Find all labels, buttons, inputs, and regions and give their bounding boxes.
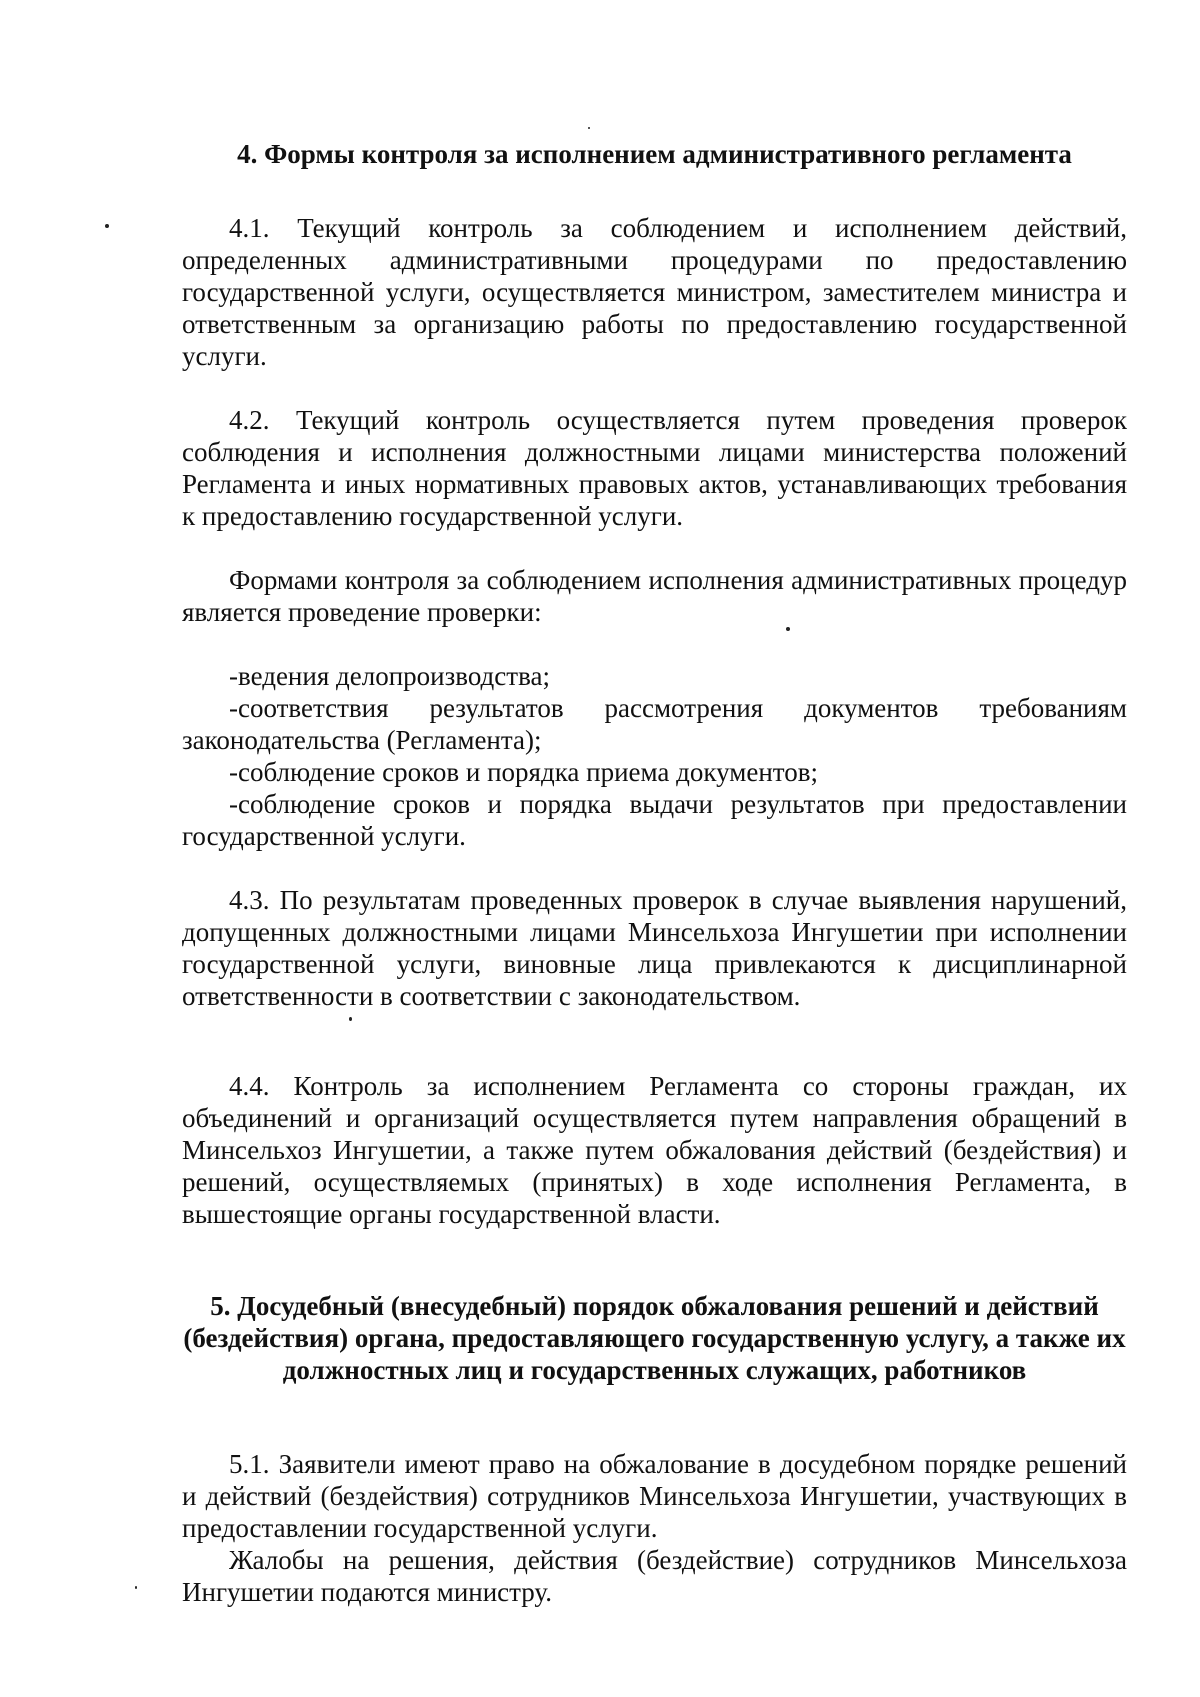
list-item: -соблюдение сроков и порядка выдачи результатов при предоставлении государственной услуги. (182, 789, 1127, 851)
scan-speck (349, 1017, 352, 1021)
list-item: -соблюдение сроков и порядка приема документов; (229, 757, 818, 787)
paragraph-5-1: 5.1. Заявители имеют право на обжалование в досудебном порядке решений и действий (бездействия) сотрудников Минсельхоза Ингушетии, участвующих в предоставлении государственной услуги. (182, 1449, 1127, 1543)
paragraph-4-1: 4.1. Текущий контроль за соблюдением и исполнением действий, определенных административными процедурами по предоставлению государственной услуги, осуществляется министром, заместителем министра и ответственным за организацию работы по предоставлению государственной услуги. (182, 213, 1127, 371)
list-item: -ведения делопроизводства; (229, 661, 550, 691)
paragraph-4-3: 4.3. По результатам проведенных проверок в случае выявления нарушений, допущенных должностными лицами Минсельхоза Ингушетии при исполнении государственной услуги, виновные лица привлекаются к дисциплинарной ответственности в соответствии с законодательством. (182, 885, 1127, 1011)
document-body (182, 138, 1127, 1608)
section-4-heading: 4. Формы контроля за исполнением административного регламента (237, 139, 1072, 169)
paragraph-control-forms: Формами контроля за соблюдением исполнения административных процедур является проведение проверки: (182, 565, 1127, 627)
paragraph-4-2: 4.2. Текущий контроль осуществляется путем проведения проверок соблюдения и исполнения должностными лицами министерства положений Регламента и иных нормативных правовых актов, устанавливающих требования к предоставлению государственной услуги. (182, 405, 1127, 531)
paragraph-4-4: 4.4. Контроль за исполнением Регламента со стороны граждан, их объединений и организаций осуществляется путем направления обращений в Минсельхоз Ингушетии, а также путем обжалования действий (бездействия) и решений, осуществляемых (принятых) в ходе исполнения Регламента, в вышестоящие органы государственной власти. (182, 1071, 1127, 1229)
scan-speck (105, 224, 109, 228)
scan-speck (588, 127, 590, 129)
section-5-heading: 5. Досудебный (внесудебный) порядок обжалования решений и действий (бездействия) органа, предоставляющего государственную услугу, а также их должностных лиц и государственных служащих, работников (183, 1291, 1126, 1385)
paragraph-complaints: Жалобы на решения, действия (бездействие) сотрудников Минсельхоза Ингушетии подаются министру. (182, 1545, 1127, 1607)
scan-speck (786, 627, 790, 631)
checks-list (182, 660, 1127, 852)
scan-speck (135, 1586, 137, 1589)
list-item: -соответствия результатов рассмотрения документов требованиям законодательства (Регламента); (182, 693, 1127, 755)
